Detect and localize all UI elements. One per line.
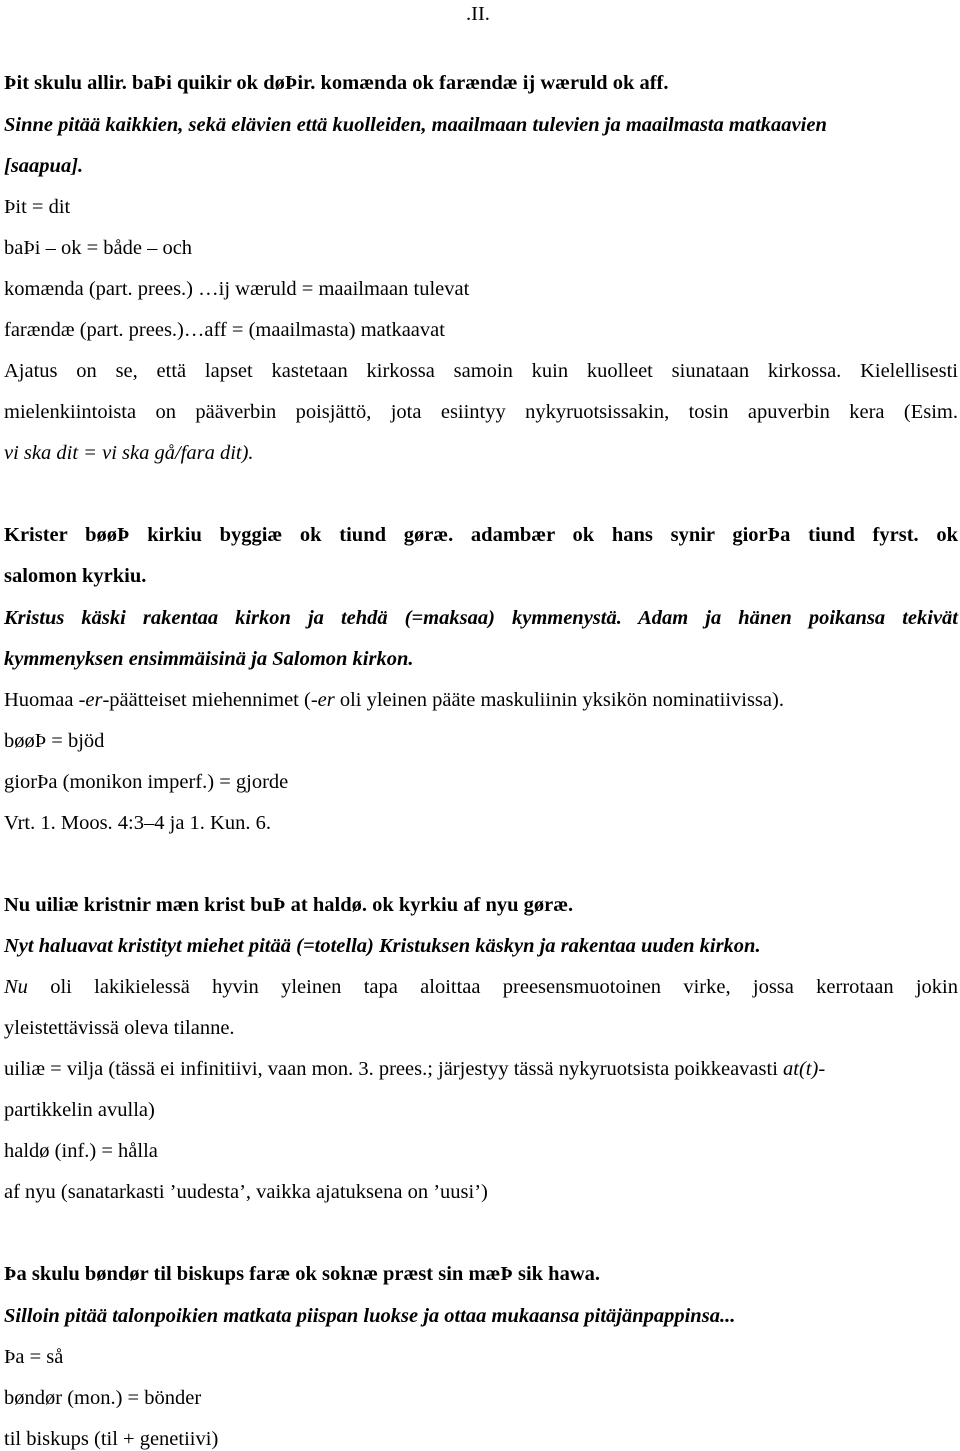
gloss-2-2: giorÞa (monikon imperf.) = gjorde (4, 771, 289, 793)
oldnorse-2-line-2: salomon kyrkiu. (4, 565, 147, 587)
note-1-line-3 (4, 441, 254, 465)
note-1-line-1: Ajatus on se, että lapset kastetaan kirkossa samoin kuin kuolleet siunataan kirkossa. Kielellisesti (4, 360, 958, 382)
gloss-1-4: farændæ (part. prees.)…aff = (maailmasta) matkaavat (4, 319, 445, 341)
gloss-2-1: bøøÞ = bjöd (4, 730, 105, 752)
note-2-c: -päätteiset miehennimet (- (102, 689, 318, 711)
gloss-3-3: af nyu (sanatarkasti ’uudesta’, vaikka ajatuksena on ’uusi’) (4, 1181, 488, 1203)
note-2-d: er (317, 689, 335, 711)
gloss-3-1-line-2: partikkelin avulla) (4, 1099, 155, 1121)
page-number: .II. (466, 3, 490, 25)
translation-2-part-a: Kristus käski rakentaa kirkon ja tehdä (=maksaa) kymmenystä. (4, 607, 622, 629)
oldnorse-4: Þa skulu bøndør til biskups faræ ok soknæ præst sin mæÞ sik hawa. (4, 1263, 601, 1285)
note-2 (4, 688, 784, 712)
note-2-b: er (85, 689, 103, 711)
translation-3: Nyt haluavat kristityt miehet pitää (=totella) Kristuksen käskyn ja rakentaa uuden kirkon. (4, 935, 761, 957)
gloss-2-3: Vrt. 1. Moos. 4:3–4 ja 1. Kun. 6. (4, 812, 271, 834)
gloss-3-2: haldø (inf.) = hålla (4, 1140, 158, 1162)
gloss-4-3: til biskups (til + genetiivi) (4, 1428, 219, 1450)
gloss-4-1: Þa = så (4, 1346, 64, 1368)
note-1-example: vi ska dit = vi ska gå/fara dit). (4, 442, 254, 464)
gloss-3-1-c: - (818, 1058, 826, 1080)
gloss-4-2: bøndør (mon.) = bönder (4, 1387, 202, 1409)
oldnorse-3: Nu uiliæ kristnir mæn krist buÞ at haldø. ok kyrkiu af nyu gøræ. (4, 894, 574, 916)
note-2-e: oli yleinen pääte maskuliinin yksikön nominatiivissa). (334, 689, 784, 711)
translation-2-part-b: Adam ja hänen poikansa tekivät (621, 607, 958, 629)
translation-4: Silloin pitää talonpoikien matkata piispan luokse ja ottaa mukaansa pitäjänpappinsa... (4, 1305, 736, 1327)
oldnorse-line-1: Þit skulu allir. baÞi quikir ok døÞir. komænda ok farændæ ij wæruld ok aff. (4, 72, 669, 94)
gloss-3-1 (4, 1057, 825, 1081)
gloss-1-1: Þit = dit (4, 196, 71, 218)
oldnorse-2-line-1: Krister bøøÞ kirkiu byggiæ ok tiund gøræ. adambær ok hans synir giorÞa tiund fyrst. ok (4, 524, 958, 546)
note-1-line-2: mielenkiintoista on pääverbin poisjättö, jota esiintyy nykyruotsissakin, tosin apuverbin kera (Esim. (4, 401, 958, 423)
note-3-line-2: yleistettävissä oleva tilanne. (4, 1017, 235, 1039)
translation-1-line-1: Sinne pitää kaikkien, sekä elävien että kuolleiden, maailmaan tulevien ja maailmasta matkaavien (4, 114, 827, 136)
translation-1-line-2: [saapua]. (4, 155, 84, 177)
gloss-1-3: komænda (part. prees.) …ij wæruld = maailmaan tulevat (4, 278, 470, 300)
gloss-1-2: baÞi – ok = både – och (4, 237, 193, 259)
note-3-nu: Nu (4, 976, 28, 998)
note-3-line-1 (4, 975, 958, 999)
translation-2-line-2: kymmenyksen ensimmäisinä ja Salomon kirkon. (4, 648, 414, 670)
gloss-3-1-a: uiliæ = vilja (tässä ei infinitiivi, vaan mon. 3. prees.; järjestyy tässä nykyruotsista poikkeavasti (4, 1058, 784, 1080)
gloss-3-1-b: at(t) (783, 1058, 819, 1080)
note-2-a: Huomaa - (4, 689, 86, 711)
translation-2-line-1 (4, 606, 958, 630)
note-3-rest: oli lakikielessä hyvin yleinen tapa aloittaa preesensmuotoinen virke, jossa kerrotaan jokin (27, 976, 958, 998)
